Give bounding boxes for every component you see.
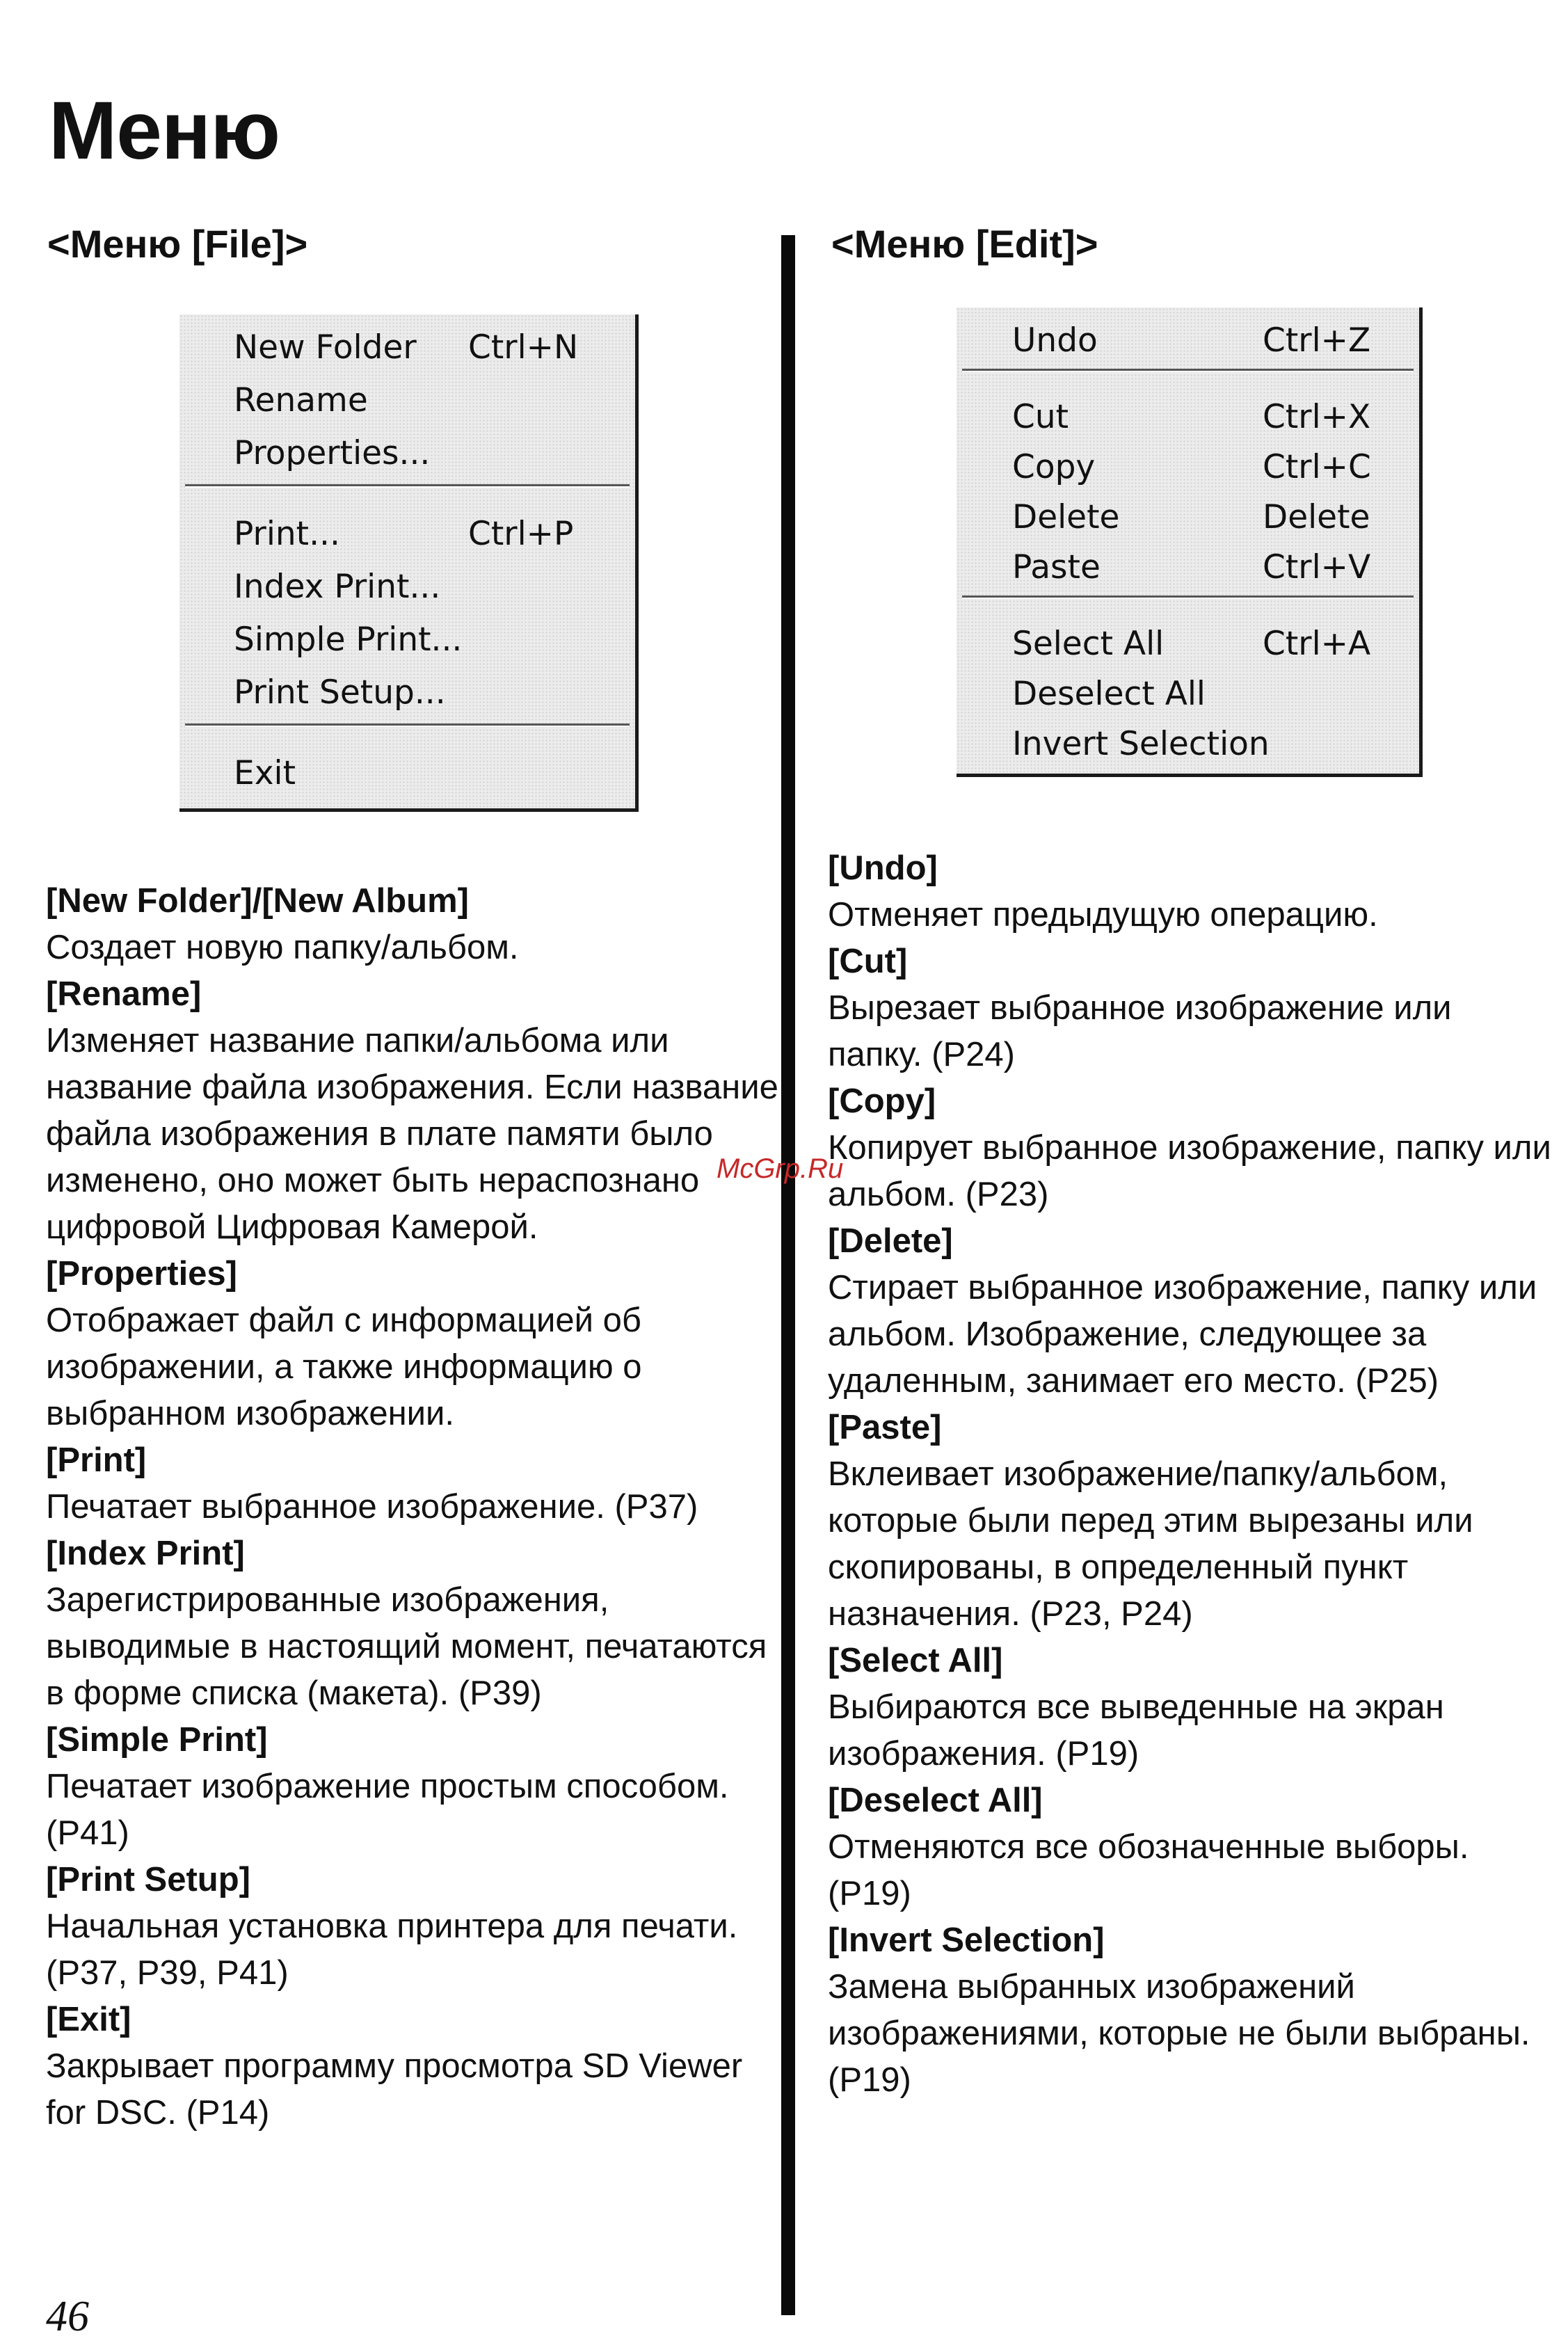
description-entry [46, 1251, 783, 1437]
menu-item-shortcut: Delete [1263, 498, 1370, 536]
menu-item-simple-print [179, 615, 635, 664]
menu-item-rename [179, 376, 635, 424]
menu-separator [962, 595, 1414, 599]
watermark: McGrp.Ru [717, 1153, 844, 1184]
entry-text: Копирует выбранное изображение, папку или альбом. (P23) [828, 1129, 1551, 1213]
edit-menu-screenshot [957, 307, 1423, 777]
menu-separator [962, 369, 1414, 372]
entry-text: Печатает выбранное изображение. (P37) [46, 1488, 698, 1526]
menu-item-delete [957, 493, 1419, 541]
entry-title: [Properties] [46, 1255, 238, 1293]
menu-item-shortcut: Ctrl+Z [1263, 321, 1371, 360]
description-entry [46, 1530, 783, 1717]
menu-item-properties [179, 429, 635, 477]
column-divider [781, 235, 795, 2315]
description-entry [828, 1638, 1551, 1777]
edit-descriptions [828, 845, 1551, 2104]
menu-item-label: Invert Selection [1012, 725, 1270, 763]
menu-item-label: Paste [1012, 548, 1101, 586]
menu-item-paste [957, 543, 1419, 591]
entry-text: Создает новую папку/альбом. [46, 929, 519, 966]
entry-title: [New Folder]/[New Album] [46, 882, 469, 920]
menu-item-label: Exit [234, 754, 296, 792]
menu-item-label: Properties... [234, 434, 431, 472]
description-entry [46, 1717, 783, 1857]
menu-item-index-print [179, 562, 635, 611]
description-entry [46, 1997, 783, 2136]
description-entry [828, 1405, 1551, 1638]
entry-text: Изменяет название папки/альбома или название файла изображения. Если название файла изображения в плате памяти было изменено, оно может быть нераспознано цифровой Цифровая Камерой. [46, 1022, 778, 1246]
entry-title: [Index Print] [46, 1535, 245, 1572]
menu-item-undo [957, 316, 1419, 365]
entry-text: Отменяются все обозначенные выборы. (P19) [828, 1828, 1469, 1912]
entry-text: Замена выбранных изображений изображениями, которые не были выбраны. (P19) [828, 1968, 1530, 2099]
description-entry [828, 1777, 1551, 1917]
entry-text: Стирает выбранное изображение, папку или альбом. Изображение, следующее за удаленным, занимает его место. (P25) [828, 1269, 1537, 1400]
description-entry [46, 971, 783, 1251]
edit-menu-heading: <Меню [Edit]> [831, 222, 1098, 266]
menu-item-label: Deselect All [1012, 675, 1206, 713]
menu-separator [185, 484, 630, 488]
menu-item-shortcut: Ctrl+X [1263, 398, 1371, 436]
menu-item-print-setup [179, 668, 635, 717]
entry-text: Печатает изображение простым способом. (P41) [46, 1768, 729, 1852]
entry-title: [Simple Print] [46, 1721, 268, 1759]
entry-title: [Cut] [828, 943, 908, 980]
page-title: Меню [49, 85, 280, 177]
menu-item-copy [957, 442, 1419, 491]
menu-item-print [179, 509, 635, 558]
entry-title: [Invert Selection] [828, 1921, 1105, 1959]
menu-item-shortcut: Ctrl+C [1263, 448, 1371, 486]
description-entry [46, 878, 783, 971]
description-entry [46, 1857, 783, 1997]
description-entry [828, 938, 1551, 1078]
description-entry [828, 845, 1551, 938]
menu-item-new-folder [179, 323, 635, 371]
menu-item-label: Delete [1012, 498, 1120, 536]
menu-item-label: Index Print... [234, 568, 441, 606]
entry-text: Отображает файл с информацией об изображении, а также информацию о выбранном изображении. [46, 1302, 642, 1432]
menu-item-label: Undo [1012, 321, 1098, 360]
entry-title: [Deselect All] [828, 1782, 1043, 1819]
menu-item-label: Copy [1012, 448, 1096, 486]
description-entry [828, 1917, 1551, 2104]
menu-item-label: Rename [234, 381, 368, 419]
description-entry [828, 1078, 1551, 1218]
menu-separator [185, 723, 630, 727]
menu-item-label: Select All [1012, 625, 1165, 663]
entry-text: Отменяет предыдущую операцию. [828, 896, 1378, 934]
menu-item-select-all [957, 619, 1419, 668]
menu-item-shortcut: Ctrl+A [1263, 625, 1371, 663]
menu-item-invert-selection [957, 719, 1419, 768]
entry-title: [Undo] [828, 849, 938, 887]
page-number: 46 [46, 2293, 89, 2340]
file-descriptions [46, 878, 783, 2136]
entry-title: [Rename] [46, 975, 202, 1013]
menu-item-shortcut: Ctrl+V [1263, 548, 1371, 586]
description-entry [828, 1218, 1551, 1405]
menu-item-label: Print Setup... [234, 673, 446, 712]
entry-text: Выбираются все выведенные на экран изображения. (P19) [828, 1688, 1444, 1773]
entry-text: Вырезает выбранное изображение или папку. (P24) [828, 989, 1452, 1073]
entry-title: [Print] [46, 1441, 147, 1479]
file-menu-screenshot [179, 314, 639, 812]
entry-text: Начальная установка принтера для печати. (P37, P39, P41) [46, 1908, 738, 1992]
menu-item-label: Simple Print... [234, 621, 463, 659]
entry-text: Вклеивает изображение/папку/альбом, которые были перед этим вырезаны или скопированы, в определенный пункт назначения. (P23, P24) [828, 1455, 1473, 1633]
entry-title: [Print Setup] [46, 1861, 250, 1898]
entry-title: [Copy] [828, 1082, 936, 1120]
entry-title: [Paste] [828, 1409, 942, 1446]
description-entry [46, 1437, 783, 1530]
menu-item-shortcut: Ctrl+P [468, 515, 574, 553]
file-menu-heading: <Меню [File]> [47, 222, 308, 266]
menu-item-shortcut: Ctrl+N [468, 328, 579, 367]
entry-title: [Select All] [828, 1642, 1003, 1679]
menu-item-label: Cut [1012, 398, 1069, 436]
menu-item-label: Print... [234, 515, 340, 553]
entry-title: [Exit] [46, 2001, 131, 2038]
entry-text: Зарегистрированные изображения, выводимые в настоящий момент, печатаются в форме списка (макета). (P39) [46, 1581, 767, 1712]
entry-text: Закрывает программу просмотра SD Viewer for DSC. (P14) [46, 2047, 743, 2132]
entry-title: [Delete] [828, 1222, 953, 1260]
menu-item-label: New Folder [234, 328, 417, 367]
menu-item-exit [179, 749, 635, 797]
menu-item-cut [957, 392, 1419, 441]
menu-item-deselect-all [957, 669, 1419, 718]
